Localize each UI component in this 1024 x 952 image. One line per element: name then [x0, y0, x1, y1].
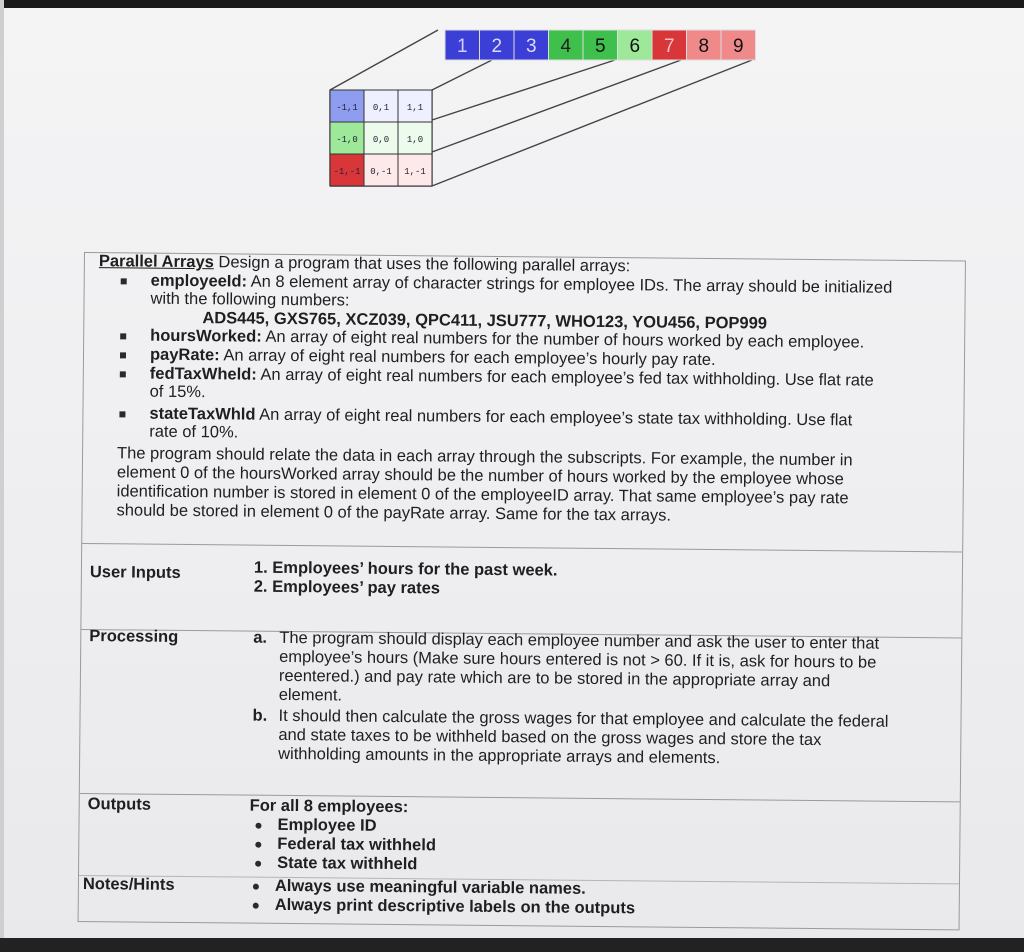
- outputs-row: [79, 793, 960, 884]
- grid-cell: [330, 154, 364, 186]
- paragraph-line: element 0 of the hoursWorked array should be the number of hours worked by the employee whose: [116, 463, 844, 489]
- processing-b-line: It should then calculate the gross wages for that employee and calculate the federal: [278, 706, 889, 731]
- processing-b-line: withholding amounts in the appropriate arrays and elements.: [278, 744, 721, 768]
- array-desc-cont: rate of 10%.: [149, 422, 239, 442]
- output-item: Federal tax withheld: [277, 834, 437, 855]
- bullet-dot: [255, 842, 261, 848]
- assignment-table: [78, 252, 966, 930]
- index-bar: [445, 30, 756, 60]
- grid-cell-label: 0,-1: [370, 167, 392, 177]
- bullet-square: [121, 278, 127, 284]
- array-desc: An 8 element array of character strings for employee IDs. The array should be initialized: [250, 272, 893, 297]
- grid-cell-label: 0,0: [372, 135, 390, 145]
- section-intro: Design a program that uses the following parallel arrays:: [218, 253, 631, 276]
- paragraph-line: The program should relate the data in each array through the subscripts. For example, the number in: [116, 444, 853, 470]
- row-label: Outputs: [87, 795, 152, 814]
- grid-cell: [364, 122, 398, 154]
- parallel-array-diagram: [0, 0, 1024, 250]
- grid-cell-label: 1,1: [406, 103, 424, 113]
- paragraph-line: identification number is stored in element 0 of the employeeID array. That same employee’s pay rate: [116, 482, 849, 508]
- bullet-square: [119, 411, 125, 417]
- processing-b-line: and state taxes to be withheld based on the gross wages and store the tax: [278, 725, 822, 750]
- input-item: 2. Employees’ pay rates: [253, 577, 441, 598]
- row-label: Processing: [89, 627, 179, 646]
- outputs-intro: For all 8 employees:: [249, 796, 409, 817]
- bullet-dot: [255, 861, 261, 867]
- grid-cell-label: -1,-1: [333, 167, 361, 177]
- screen-bezel-bottom: [0, 938, 1024, 952]
- index-cell-label: 3: [525, 36, 537, 57]
- section-title: Parallel Arrays: [98, 252, 214, 272]
- row-label: User Inputs: [89, 563, 181, 582]
- bullet-square: [120, 352, 126, 358]
- array-name: hoursWorked:: [150, 326, 262, 346]
- grid-cell: [330, 90, 364, 122]
- grid-cell: [398, 154, 432, 186]
- index-cell-2: [480, 30, 515, 60]
- index-cell-label: 1: [456, 36, 468, 57]
- array-item-fedtaxwheld: [150, 365, 874, 391]
- index-cell-3: [514, 30, 549, 60]
- array-desc: An array of eight real numbers for each employee’s hourly pay rate.: [223, 346, 716, 370]
- grid-cell: [398, 90, 432, 122]
- array-item-statetaxwhld: [149, 405, 852, 431]
- processing-a-line: The program should display each employee number and ask the user to enter that: [279, 628, 880, 653]
- array-desc: An array of eight real numbers for each employee’s fed tax withholding. Use flat rate: [260, 365, 874, 390]
- coordinate-grid: [330, 90, 432, 186]
- array-name: payRate:: [149, 345, 220, 365]
- paragraph-line: should be stored in element 0 of the payRate array. Same for the tax arrays.: [116, 501, 672, 525]
- grid-cell-label: 1,-1: [404, 167, 426, 177]
- index-cell-6: [618, 30, 653, 60]
- grid-cell-label: -1,0: [336, 135, 358, 145]
- employee-ids-list: ADS445, GXS765, XCZ039, QPC411, JSU777, WHO123, YOU456, POP999: [202, 309, 768, 333]
- row-label: Notes/Hints: [82, 875, 175, 894]
- bullet-dot: [253, 884, 259, 890]
- index-cell-label: 6: [629, 36, 641, 57]
- array-name: employeeId:: [150, 271, 248, 291]
- output-item: Employee ID: [277, 815, 377, 835]
- index-cell-label: 2: [491, 36, 503, 57]
- index-cell-label: 7: [663, 36, 675, 57]
- note-item: Always print descriptive labels on the outputs: [274, 895, 636, 918]
- index-cell-label: 5: [594, 36, 606, 57]
- array-desc-cont: with the following numbers:: [150, 289, 350, 310]
- bullet-dot: [255, 823, 261, 829]
- index-cell-label: 4: [560, 36, 572, 57]
- bullet-square: [120, 333, 126, 339]
- array-desc-cont: of 15%.: [149, 382, 206, 402]
- processing-a-line: employee’s hours (Make sure hours entered is not > 60. If it is, ask for hours to be: [279, 647, 877, 672]
- grid-cell: [398, 122, 432, 154]
- grid-cell: [364, 90, 398, 122]
- array-desc: An array of eight real numbers for the number of hours worked by each employee.: [265, 327, 865, 352]
- processing-a-line: element.: [278, 685, 343, 705]
- input-item: 1. Employees’ hours for the past week.: [253, 558, 558, 580]
- notes-row: [79, 875, 959, 929]
- index-cell-8: [687, 30, 722, 60]
- note-item: Always use meaningful variable names.: [274, 876, 586, 898]
- index-cell-label: 8: [698, 36, 710, 57]
- grid-cell: [364, 154, 398, 186]
- bullet-dot: [253, 903, 259, 909]
- bullet-square: [120, 371, 126, 377]
- user-inputs-row: [81, 543, 962, 638]
- index-cell-4: [549, 30, 584, 60]
- processing-row: [80, 629, 962, 802]
- array-name: stateTaxWhld: [149, 404, 256, 424]
- output-item: State tax withheld: [277, 853, 418, 874]
- array-desc: An array of eight real numbers for each employee’s state tax withholding. Use flat: [259, 405, 853, 430]
- processing-a-line: reentered.) and pay rate which are to be stored in the appropriate array and: [278, 666, 831, 691]
- index-cell-7: [652, 30, 687, 60]
- index-cell-5: [583, 30, 618, 60]
- grid-cell: [330, 122, 364, 154]
- grid-cell-label: -1,1: [336, 103, 358, 113]
- list-marker: a.: [253, 628, 268, 647]
- index-cell-1: [445, 30, 480, 60]
- grid-cell-label: 1,0: [406, 135, 424, 145]
- index-cell-label: 9: [732, 36, 744, 57]
- grid-cell-label: 0,1: [372, 103, 390, 113]
- array-name: fedTaxWheld:: [149, 364, 257, 384]
- index-cell-9: [721, 30, 756, 60]
- description-row: [82, 253, 965, 552]
- list-marker: b.: [252, 706, 268, 725]
